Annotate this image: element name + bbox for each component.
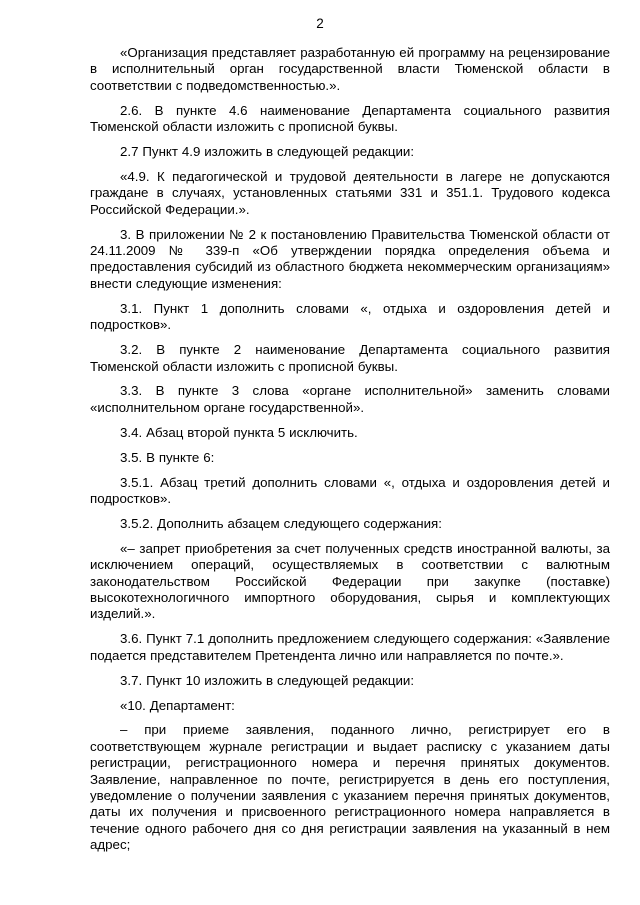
paragraph-3-1: 3.1. Пункт 1 дополнить словами «, отдыха и оздоровления детей и подростков». [90,300,610,333]
paragraph-4-9: «4.9. К педагогической и трудовой деятельности в лагере не допускаются граждане в случаях, установленных статьями 331 и 351.1. Трудового кодекса Российской Федерации.». [90,168,610,217]
paragraph-3-2: 3.2. В пункте 2 наименование Департамента социального развития Тюменской области изложить с прописной буквы. [90,342,610,374]
paragraph-3-3: 3.3. В пункте 3 слова «органе исполнительной» заменить словами «исполнительном органе государственной». [90,383,610,415]
paragraph-3-4: 3.4. Абзац второй пункта 5 исключить. [120,424,358,440]
paragraph-3-7: 3.7. Пункт 10 изложить в следующей редакции: [120,672,415,688]
paragraph-2-7: 2.7 Пункт 4.9 изложить в следующей редакции: [120,144,415,160]
document-body [90,45,610,862]
paragraph-3-5-1: 3.5.1. Абзац третий дополнить словами «, отдыха и оздоровления детей и подростков». [90,474,610,506]
paragraph-3: 3. В приложении № 2 к постановлению Правительства Тюменской области от 24.11.2009 № 339-п «Об утверждении порядка определения объема и предоставления субсидий из областного бюджета некоммерческим организациям» внести следующие изменения: [90,226,610,291]
paragraph-2-6: 2.6. В пункте 4.6 наименование Департамента социального развития Тюменской области изложить с прописной буквы. [90,102,610,135]
paragraph-3-5-2: 3.5.2. Дополнить абзацем следующего содержания: [120,515,442,531]
paragraph-3-6: 3.6. Пункт 7.1 дополнить предложением следующего содержания: «Заявление подается представителем Претендента лично или направляется по почте.». [90,631,610,663]
paragraph-currency-ban: «– запрет приобретения за счет полученных средств иностранной валюты, за исключением операций, осуществляемых в соответствии с валютным законодательством Российской Федерации при закупке (поставке) высокотехнологичного импортного оборудования, сырья и комплектующих изделий.». [90,540,610,622]
paragraph-registration: – при приеме заявления, поданного лично, регистрирует его в соответствующем журнале регистрации и выдает расписку с указанием даты регистрации, регистрационного номера и перечня принятых документов. Заявление, направленное по почте, регистрируется в день его поступления, уведомление о получении заявления с указанием перечня принятых документов, даты их получения и присвоенного регистрационного номера направляется в течение одного рабочего дня со дня регистрации заявления на указанный в нем адрес; [90,722,610,853]
paragraph-10-department: «10. Департамент: [120,697,235,713]
paragraph-organization-program: «Организация представляет разработанную ей программу на рецензирование в исполнительный орган государственной власти Тюменской области в соответствии с подведомственностью.». [90,45,610,93]
paragraph-3-5: 3.5. В пункте 6: [120,449,215,465]
page-number: 2 [316,16,324,31]
